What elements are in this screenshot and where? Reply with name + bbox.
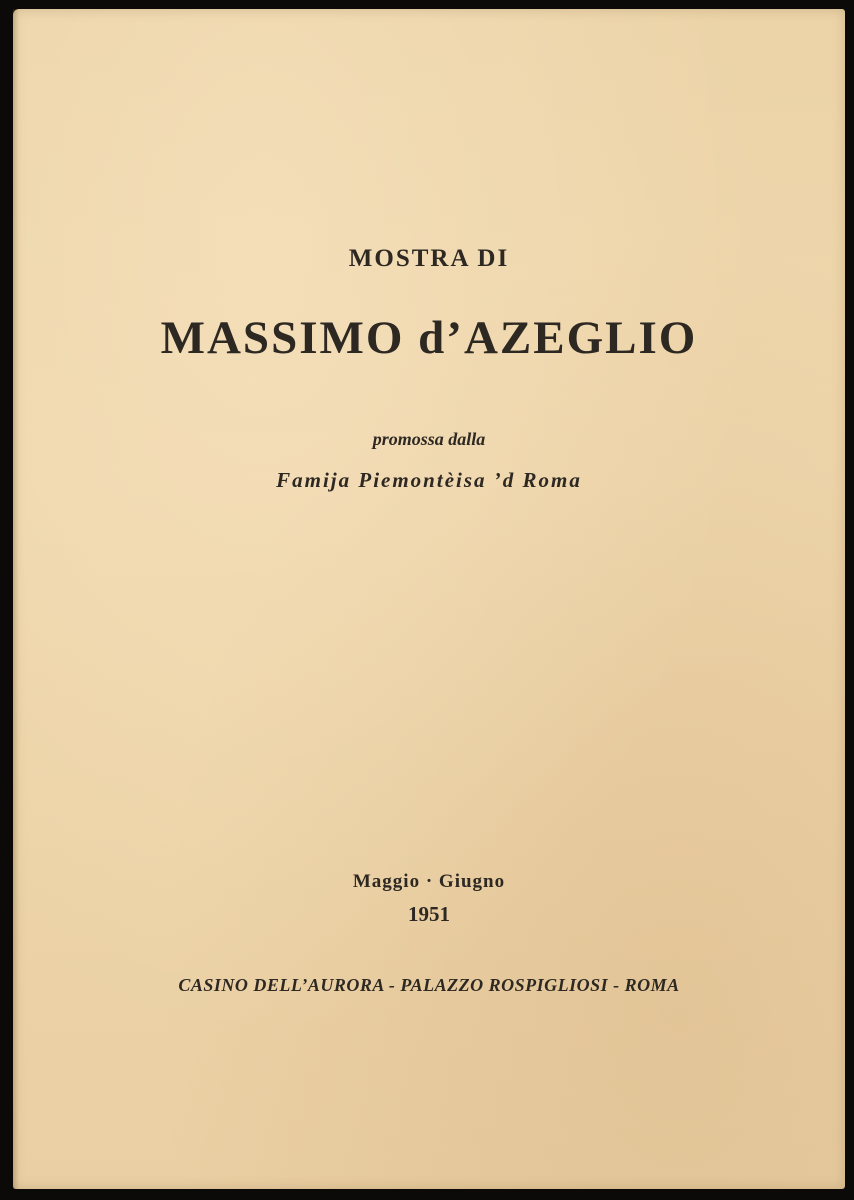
book-cover [13, 9, 845, 1189]
cover-dates: Maggio · Giugno [352, 871, 506, 892]
cover-year: 1951 [408, 902, 450, 926]
cover-venue: CASINO DELL’AURORA - PALAZZO ROSPIGLIOSI - ROMA [178, 975, 680, 995]
cover-title: MASSIMO d’AZEGLIO [160, 312, 698, 364]
cover-heading: MOSTRA DI [348, 245, 510, 272]
cover-organization: Famija Piemontèisa ’d Roma [276, 468, 582, 492]
cover-subtitle-intro: promossa dalla [372, 429, 486, 449]
